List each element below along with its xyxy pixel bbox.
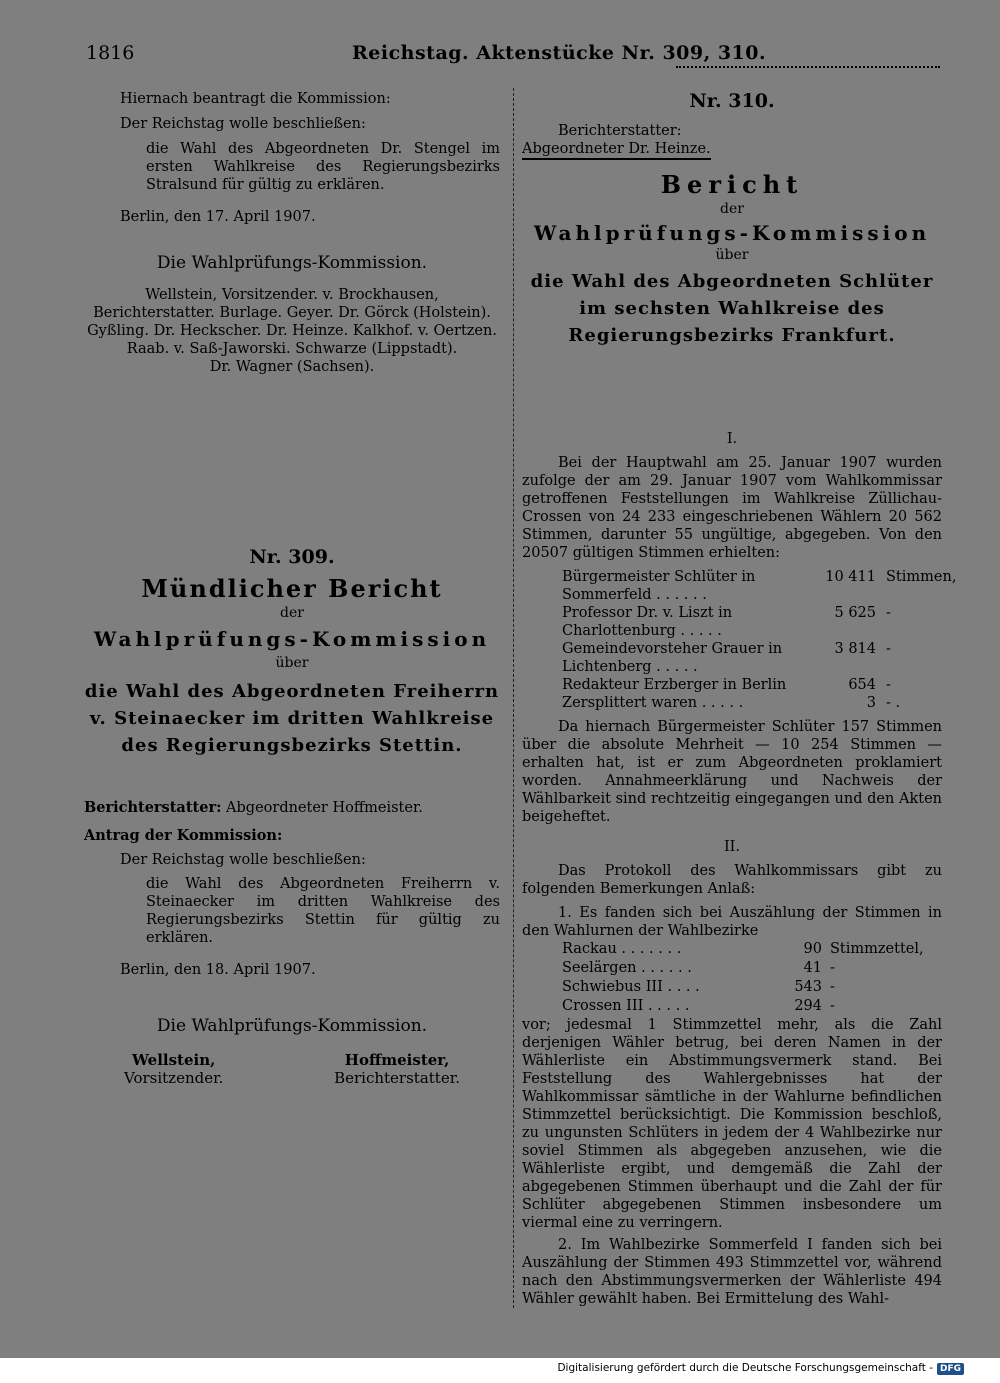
paragraph: Das Protokoll des Wahlkommissars gibt zu folgenden Bemerkungen Anlaß: <box>522 863 942 897</box>
signature-role: Vorsitzender. <box>124 1069 224 1087</box>
der-label: der <box>280 605 304 621</box>
signature-name: Wellstein, <box>132 1051 216 1069</box>
section-number: II. <box>723 839 741 855</box>
district-name: Seelärgen . . . . . . <box>562 960 692 976</box>
rapporteur-label: Berichterstatter: <box>84 799 222 816</box>
page-number: 1816 <box>86 42 135 64</box>
nr309-block <box>84 548 500 1087</box>
ballot-count: 41 <box>803 960 822 976</box>
district-row <box>522 997 942 1016</box>
signature-role: Berichterstatter. <box>334 1069 460 1087</box>
commission-title: Wahlprüfungs-Kommission <box>533 221 931 245</box>
report-subject: die Wahl des Abgeordneten Freiherrn v. Steinaecker im dritten Wahlkreise des Regierungsbezirks Stettin. <box>84 681 500 756</box>
intro-block <box>84 90 500 376</box>
signature-chair <box>124 1051 223 1087</box>
result-row <box>562 604 942 640</box>
district-row <box>522 978 942 997</box>
ballot-unit: - <box>830 998 835 1014</box>
ballot-unit: - <box>830 979 835 995</box>
motion-text: die Wahl des Abgeordneten Dr. Stengel im ersten Wahlkreise des Regierungsbezirks Stralsund für gültig zu erklären. <box>146 141 500 193</box>
intro-line: Hiernach beantragt die Kommission: <box>120 91 391 107</box>
members-list: Wellstein, Vorsitzender. v. Brockhausen, Berichterstatter. Burlage. Geyer. Dr. Görck (Holstein). Gyßling. Dr. Heckscher. Dr. Heinze. Kalkhof. v. Oertzen. Raab. v. Saß-Jaworski. Schwarze (Lippstadt). <box>87 287 497 357</box>
result-row <box>562 640 942 676</box>
report-title: Bericht <box>660 170 804 199</box>
candidate: Professor Dr. v. Liszt in Charlottenburg . . . . . <box>562 605 733 639</box>
vote-count: 10 411 <box>825 569 876 585</box>
resolve-line: Der Reichstag wolle beschließen: <box>120 852 366 868</box>
ballot-unit: - <box>830 960 835 976</box>
vote-unit: - . <box>886 695 901 711</box>
rapporteur-name: Abgeordneter Hoffmeister. <box>226 800 423 816</box>
vote-unit: Stimmen, <box>886 569 957 585</box>
vote-unit: - <box>886 641 891 657</box>
vote-count: 3 814 <box>834 641 876 657</box>
results-table <box>522 568 957 712</box>
motion-heading: Antrag der Kommission: <box>84 827 283 844</box>
signature-name: Hoffmeister, <box>344 1051 450 1069</box>
vote-unit: - <box>886 605 891 621</box>
running-title: Reichstag. Aktenstücke Nr. 309, 310. <box>352 42 767 64</box>
ballot-unit: Stimmzettel, <box>830 941 924 957</box>
signatures <box>84 1051 500 1087</box>
paragraph: vor; jedesmal 1 Stimmzettel mehr, als die Zahl derjenigen Wähler betrug, bei deren Namen in der Wählerliste ein Abstimmungsvermerk stand. Bei Feststellung des Wahlergebnisses hat der Wahlkommissar sämtliche in der Wahlurne befindlichen Stimmzettel berücksichtigt. Die Kommission beschloß, zu ungunsten Schlüters in jedem der 4 Wahlbezirke nur soviel Stimmen als abgegeben anzusehen, wie die Wählerliste ergibt, und demgemäß die Zahl der abgegebenen Stimmen überhaupt und die Zahl der für Schlüter abgegebenen Stimmen insbesondere um viermal eine zu verringern. <box>522 1017 942 1231</box>
district-table <box>522 940 942 1016</box>
footer <box>557 1362 964 1375</box>
vote-count: 654 <box>848 677 876 693</box>
document-number: Nr. 310. <box>689 90 775 112</box>
commission-heading: Die Wahlprüfungs-Kommission. <box>156 253 428 273</box>
district-name: Rackau . . . . . . . <box>562 941 682 957</box>
resolve-line: Der Reichstag wolle beschließen: <box>120 116 366 132</box>
footer-text: Digitalisierung gefördert durch die Deutsche Forschungsgemeinschaft - <box>557 1362 933 1374</box>
date-line: Berlin, den 17. April 1907. <box>120 209 316 225</box>
candidate: Gemeindevorsteher Grauer in Lichtenberg . . . . . <box>562 641 783 675</box>
header-rule <box>676 66 940 68</box>
district-name: Crossen III . . . . . <box>562 998 690 1014</box>
rapporteur-name: Abgeordneter Dr. Heinze. <box>522 140 711 160</box>
rapporteur-label: Berichterstatter: <box>558 123 682 139</box>
section-number: I. <box>726 431 738 447</box>
report-title: Mündlicher Bericht <box>141 574 443 603</box>
commission-heading: Die Wahlprüfungs-Kommission. <box>156 1016 428 1036</box>
candidate: Bürgermeister Schlüter in Sommerfeld . . . . . . <box>562 569 756 603</box>
members-list-end: Dr. Wagner (Sachsen). <box>209 359 375 375</box>
column-divider <box>513 88 514 1308</box>
der-label: der <box>720 201 744 217</box>
candidate: Redakteur Erzberger in Berlin <box>562 677 787 693</box>
ueber-label: über <box>275 655 309 671</box>
candidate: Zersplittert waren . . . . . <box>562 695 744 711</box>
motion-text: die Wahl des Abgeordneten Freiherrn v. Steinaecker im dritten Wahlkreise des Regierungsbezirks Stettin für gültig zu erklären. <box>146 876 500 946</box>
district-row <box>522 940 942 959</box>
district-row <box>522 959 942 978</box>
vote-unit: - <box>886 677 891 693</box>
ballot-count: 90 <box>803 941 822 957</box>
ballot-count: 294 <box>794 998 822 1014</box>
result-row <box>562 694 942 712</box>
result-row <box>562 676 942 694</box>
commission-title: Wahlprüfungs-Kommission <box>93 627 491 651</box>
section-1 <box>522 430 957 1308</box>
result-row <box>562 568 957 604</box>
district-name: Schwiebus III . . . . <box>562 979 700 995</box>
vote-count: 3 <box>866 695 876 711</box>
ueber-label: über <box>715 247 749 263</box>
dfg-logo: DFG <box>937 1363 964 1375</box>
paragraph: Bei der Hauptwahl am 25. Januar 1907 wurden zufolge der am 29. Januar 1907 vom Wahlkommissar getroffenen Feststellungen im Wahlkreise Züllichau-Crossen von 24 233 eingeschriebenen Wählern 20 562 Stimmen, darunter 55 ungültige, abgegeben. Von den 20507 gültigen Stimmen erhielten: <box>522 455 942 561</box>
vote-count: 5 625 <box>834 605 876 621</box>
paragraph: 2. Im Wahlbezirke Sommerfeld I fanden sich bei Auszählung der Stimmen 493 Stimmzettel vor, während nach den Abstimmungsvermerken der Wählerliste 494 Wähler gewählt haben. Bei Ermittelung des Wahl- <box>522 1237 942 1307</box>
paragraph: Da hiernach Bürgermeister Schlüter 157 Stimmen über die absolute Mehrheit — 10 254 Stimmen — erhalten hat, ist er zum Abgeordneten proklamiert worden. Annahmeerklärung und Nachweis der Wählbarkeit sind rechtzeitig eingegangen und den Akten beigeheftet. <box>522 719 942 825</box>
signature-rapporteur <box>334 1051 460 1087</box>
ballot-count: 543 <box>794 979 822 995</box>
report-subject: die Wahl des Abgeordneten Schlüter im sechsten Wahlkreise des Regierungsbezirks Frankfurt. <box>530 271 934 346</box>
nr310-block <box>522 92 942 349</box>
document-number: Nr. 309. <box>249 546 335 568</box>
paragraph: 1. Es fanden sich bei Auszählung der Stimmen in den Wahlurnen der Wahlbezirke <box>522 905 942 939</box>
date-line: Berlin, den 18. April 1907. <box>120 962 316 978</box>
